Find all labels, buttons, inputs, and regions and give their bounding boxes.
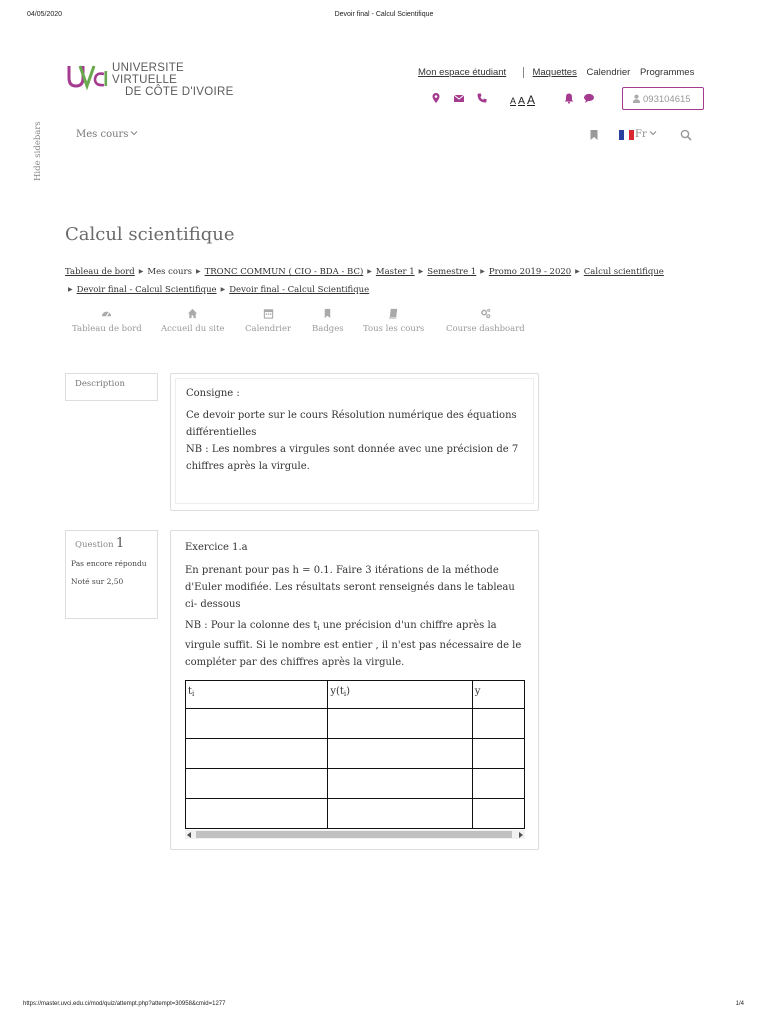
breadcrumb-separator: ▶ bbox=[418, 268, 424, 275]
table-header: $t_i$ bbox=[186, 681, 328, 709]
home-icon bbox=[187, 308, 198, 319]
table-cell-input[interactable] bbox=[186, 769, 328, 799]
question-card bbox=[170, 530, 539, 850]
badge-icon bbox=[322, 308, 333, 319]
quicknav-accueil[interactable] bbox=[161, 308, 224, 334]
quicknav-label: Tableau de bord bbox=[72, 324, 142, 334]
breadcrumb-item: Mes cours bbox=[147, 267, 192, 277]
breadcrumb-item[interactable]: TRONC COMMUN ( CIO - BDA - BC) bbox=[204, 267, 364, 277]
bell-icon[interactable] bbox=[563, 92, 575, 104]
table-row bbox=[186, 769, 525, 799]
table-cell-input[interactable] bbox=[328, 769, 472, 799]
quick-nav bbox=[66, 308, 536, 342]
print-date: 04/05/2020 bbox=[27, 11, 63, 18]
hide-sidebars-toggle[interactable] bbox=[24, 121, 52, 181]
breadcrumb-separator: ▶ bbox=[68, 286, 73, 293]
print-page-number: 1/4 bbox=[735, 1001, 744, 1007]
table-cell-input[interactable] bbox=[328, 739, 472, 769]
user-icon bbox=[632, 94, 641, 103]
table-cell-input[interactable] bbox=[472, 709, 524, 739]
breadcrumb-item[interactable]: Master 1 bbox=[375, 267, 415, 277]
chevron-down-icon bbox=[649, 129, 657, 137]
exercise-nb-sub: i bbox=[317, 624, 320, 632]
divider bbox=[523, 67, 524, 78]
print-footer bbox=[0, 1001, 768, 1011]
description-label: Description bbox=[75, 379, 125, 389]
table-cell-input[interactable] bbox=[328, 709, 472, 739]
consigne-text: Ce devoir porte sur le cours Résolution numérique des équations différentielles bbox=[186, 410, 517, 438]
table-cell-input[interactable] bbox=[328, 799, 472, 829]
quicknav-label: Course dashboard bbox=[446, 324, 525, 334]
scroll-left-icon[interactable] bbox=[187, 832, 191, 838]
mail-icon[interactable] bbox=[453, 92, 465, 104]
breadcrumb-item[interactable]: Calcul scientifique bbox=[583, 267, 664, 277]
link-calendrier[interactable]: Calendrier bbox=[586, 67, 631, 79]
quicknav-badges[interactable] bbox=[312, 308, 344, 334]
quicknav-label: Accueil du site bbox=[161, 324, 225, 334]
question-number: 1 bbox=[115, 536, 125, 551]
uvci-logo-icon bbox=[66, 60, 108, 92]
table-row bbox=[186, 739, 525, 769]
page-title: Calcul scientifique bbox=[65, 224, 235, 245]
question-state: Pas encore répondu bbox=[71, 559, 147, 568]
location-icon[interactable] bbox=[430, 92, 442, 104]
font-size-medium[interactable]: A bbox=[518, 95, 526, 107]
breadcrumb-separator: ▶ bbox=[138, 268, 144, 275]
description-info bbox=[65, 373, 158, 401]
font-size-large[interactable]: A bbox=[527, 93, 536, 107]
description-content bbox=[175, 378, 534, 504]
site-logo[interactable] bbox=[66, 60, 241, 98]
font-size-small[interactable]: A bbox=[510, 96, 517, 106]
quicknav-tableau-de-bord[interactable] bbox=[72, 308, 142, 334]
search-icon[interactable] bbox=[680, 129, 692, 141]
logo-line-2: DE CÔTE D'IVOIRE bbox=[125, 86, 234, 98]
consigne-nb: NB : Les nombres a virgules sont donnée avec une précision de 7 chiffres après la virgule. bbox=[186, 444, 519, 472]
horizontal-scrollbar[interactable] bbox=[185, 830, 525, 839]
breadcrumb-separator: ▶ bbox=[575, 268, 580, 275]
bookmark-icon[interactable] bbox=[588, 129, 600, 141]
dashboard-icon bbox=[101, 308, 112, 319]
table-cell-input[interactable] bbox=[186, 799, 328, 829]
link-maquettes[interactable]: Maquettes bbox=[532, 67, 577, 79]
table-cell-input[interactable] bbox=[472, 769, 524, 799]
user-id: 093104615 bbox=[643, 94, 691, 105]
link-mon-espace[interactable]: Mon espace étudiant bbox=[418, 67, 507, 79]
print-header bbox=[0, 11, 768, 21]
logo-text bbox=[112, 62, 241, 98]
language-selector[interactable] bbox=[635, 129, 657, 140]
font-size-controls bbox=[510, 91, 537, 109]
chat-icon[interactable] bbox=[583, 92, 595, 104]
chevron-down-icon bbox=[130, 129, 138, 137]
breadcrumb-item[interactable]: Tableau de bord bbox=[65, 267, 135, 277]
breadcrumb-item[interactable]: Devoir final - Calcul Scientifique bbox=[229, 285, 370, 295]
quicknav-calendrier[interactable] bbox=[245, 308, 291, 334]
link-programmes[interactable]: Programmes bbox=[639, 67, 695, 79]
hide-sidebars-label: Hide sidebars bbox=[33, 121, 43, 181]
description-card bbox=[170, 373, 539, 511]
scroll-right-icon[interactable] bbox=[519, 832, 523, 838]
exercise-nb-end: une précision d'un chiffre après la virgule suffit. Si le nombre est entier , il n'est pas nécessaire de le compléter par des chiffres après la virgule. bbox=[185, 620, 522, 668]
breadcrumb-separator: ▶ bbox=[480, 268, 485, 275]
quicknav-course-dashboard[interactable] bbox=[446, 308, 525, 334]
table-cell-input[interactable] bbox=[186, 739, 328, 769]
cogs-icon bbox=[480, 308, 491, 319]
table-row bbox=[186, 799, 525, 829]
table-row bbox=[186, 709, 525, 739]
breadcrumb-item[interactable]: Semestre 1 bbox=[427, 267, 477, 277]
answer-table-container[interactable] bbox=[185, 680, 525, 841]
top-links bbox=[418, 67, 694, 78]
table-cell-input[interactable] bbox=[186, 709, 328, 739]
exercise-nb-start: NB : Pour la colonne des t bbox=[185, 620, 318, 631]
table-header: $y(t_i)$ bbox=[328, 681, 472, 709]
answer-table bbox=[185, 680, 525, 829]
language-label: Fr bbox=[635, 129, 647, 140]
quicknav-label: Badges bbox=[312, 324, 344, 334]
breadcrumb bbox=[65, 263, 705, 299]
logo-line-1: UNIVERSITE VIRTUELLE bbox=[112, 62, 185, 86]
quicknav-label: Tous les cours bbox=[363, 324, 425, 334]
table-cell-input[interactable] bbox=[472, 799, 524, 829]
breadcrumb-separator: ▶ bbox=[367, 268, 372, 275]
breadcrumb-item[interactable]: Devoir final - Calcul Scientifique bbox=[76, 285, 217, 295]
calendar-icon bbox=[263, 308, 274, 319]
consigne-title: Consigne : bbox=[186, 388, 240, 399]
breadcrumb-item[interactable]: Promo 2019 - 2020 bbox=[488, 267, 572, 277]
phone-icon[interactable] bbox=[476, 92, 488, 104]
flag-fr-icon[interactable] bbox=[619, 130, 634, 140]
breadcrumb-separator: ▶ bbox=[220, 286, 226, 293]
table-header-row bbox=[186, 681, 525, 709]
print-url: https://master.uvci.edu.ci/mod/quiz/attempt.php?attempt=30958&cmid=1277 bbox=[23, 1001, 226, 1007]
exercise-text: En prenant pour pas h = 0.1. Faire 3 itérations de la méthode d'Euler modifiée. Les résultats seront renseignés dans le tableau ci- dessous bbox=[185, 565, 515, 610]
quicknav-label: Calendrier bbox=[245, 324, 292, 334]
breadcrumb-separator: ▶ bbox=[195, 268, 201, 275]
quicknav-tous-les-cours[interactable] bbox=[363, 308, 424, 334]
table-cell-input[interactable] bbox=[472, 739, 524, 769]
question-info bbox=[65, 530, 158, 619]
table-header: y bbox=[472, 681, 524, 709]
nav-mes-cours-label: Mes cours bbox=[76, 129, 129, 140]
user-menu[interactable] bbox=[622, 87, 704, 110]
question-label: Question bbox=[75, 540, 114, 550]
scrollbar-thumb[interactable] bbox=[196, 831, 512, 838]
exercise-title: Exercice 1.a bbox=[185, 542, 248, 553]
book-icon bbox=[388, 308, 399, 319]
print-title: Devoir final - Calcul Scientifique bbox=[334, 11, 434, 18]
exercise-nb bbox=[185, 617, 524, 671]
nav-mes-cours[interactable] bbox=[76, 129, 138, 140]
question-mark: Noté sur 2,50 bbox=[71, 577, 124, 586]
